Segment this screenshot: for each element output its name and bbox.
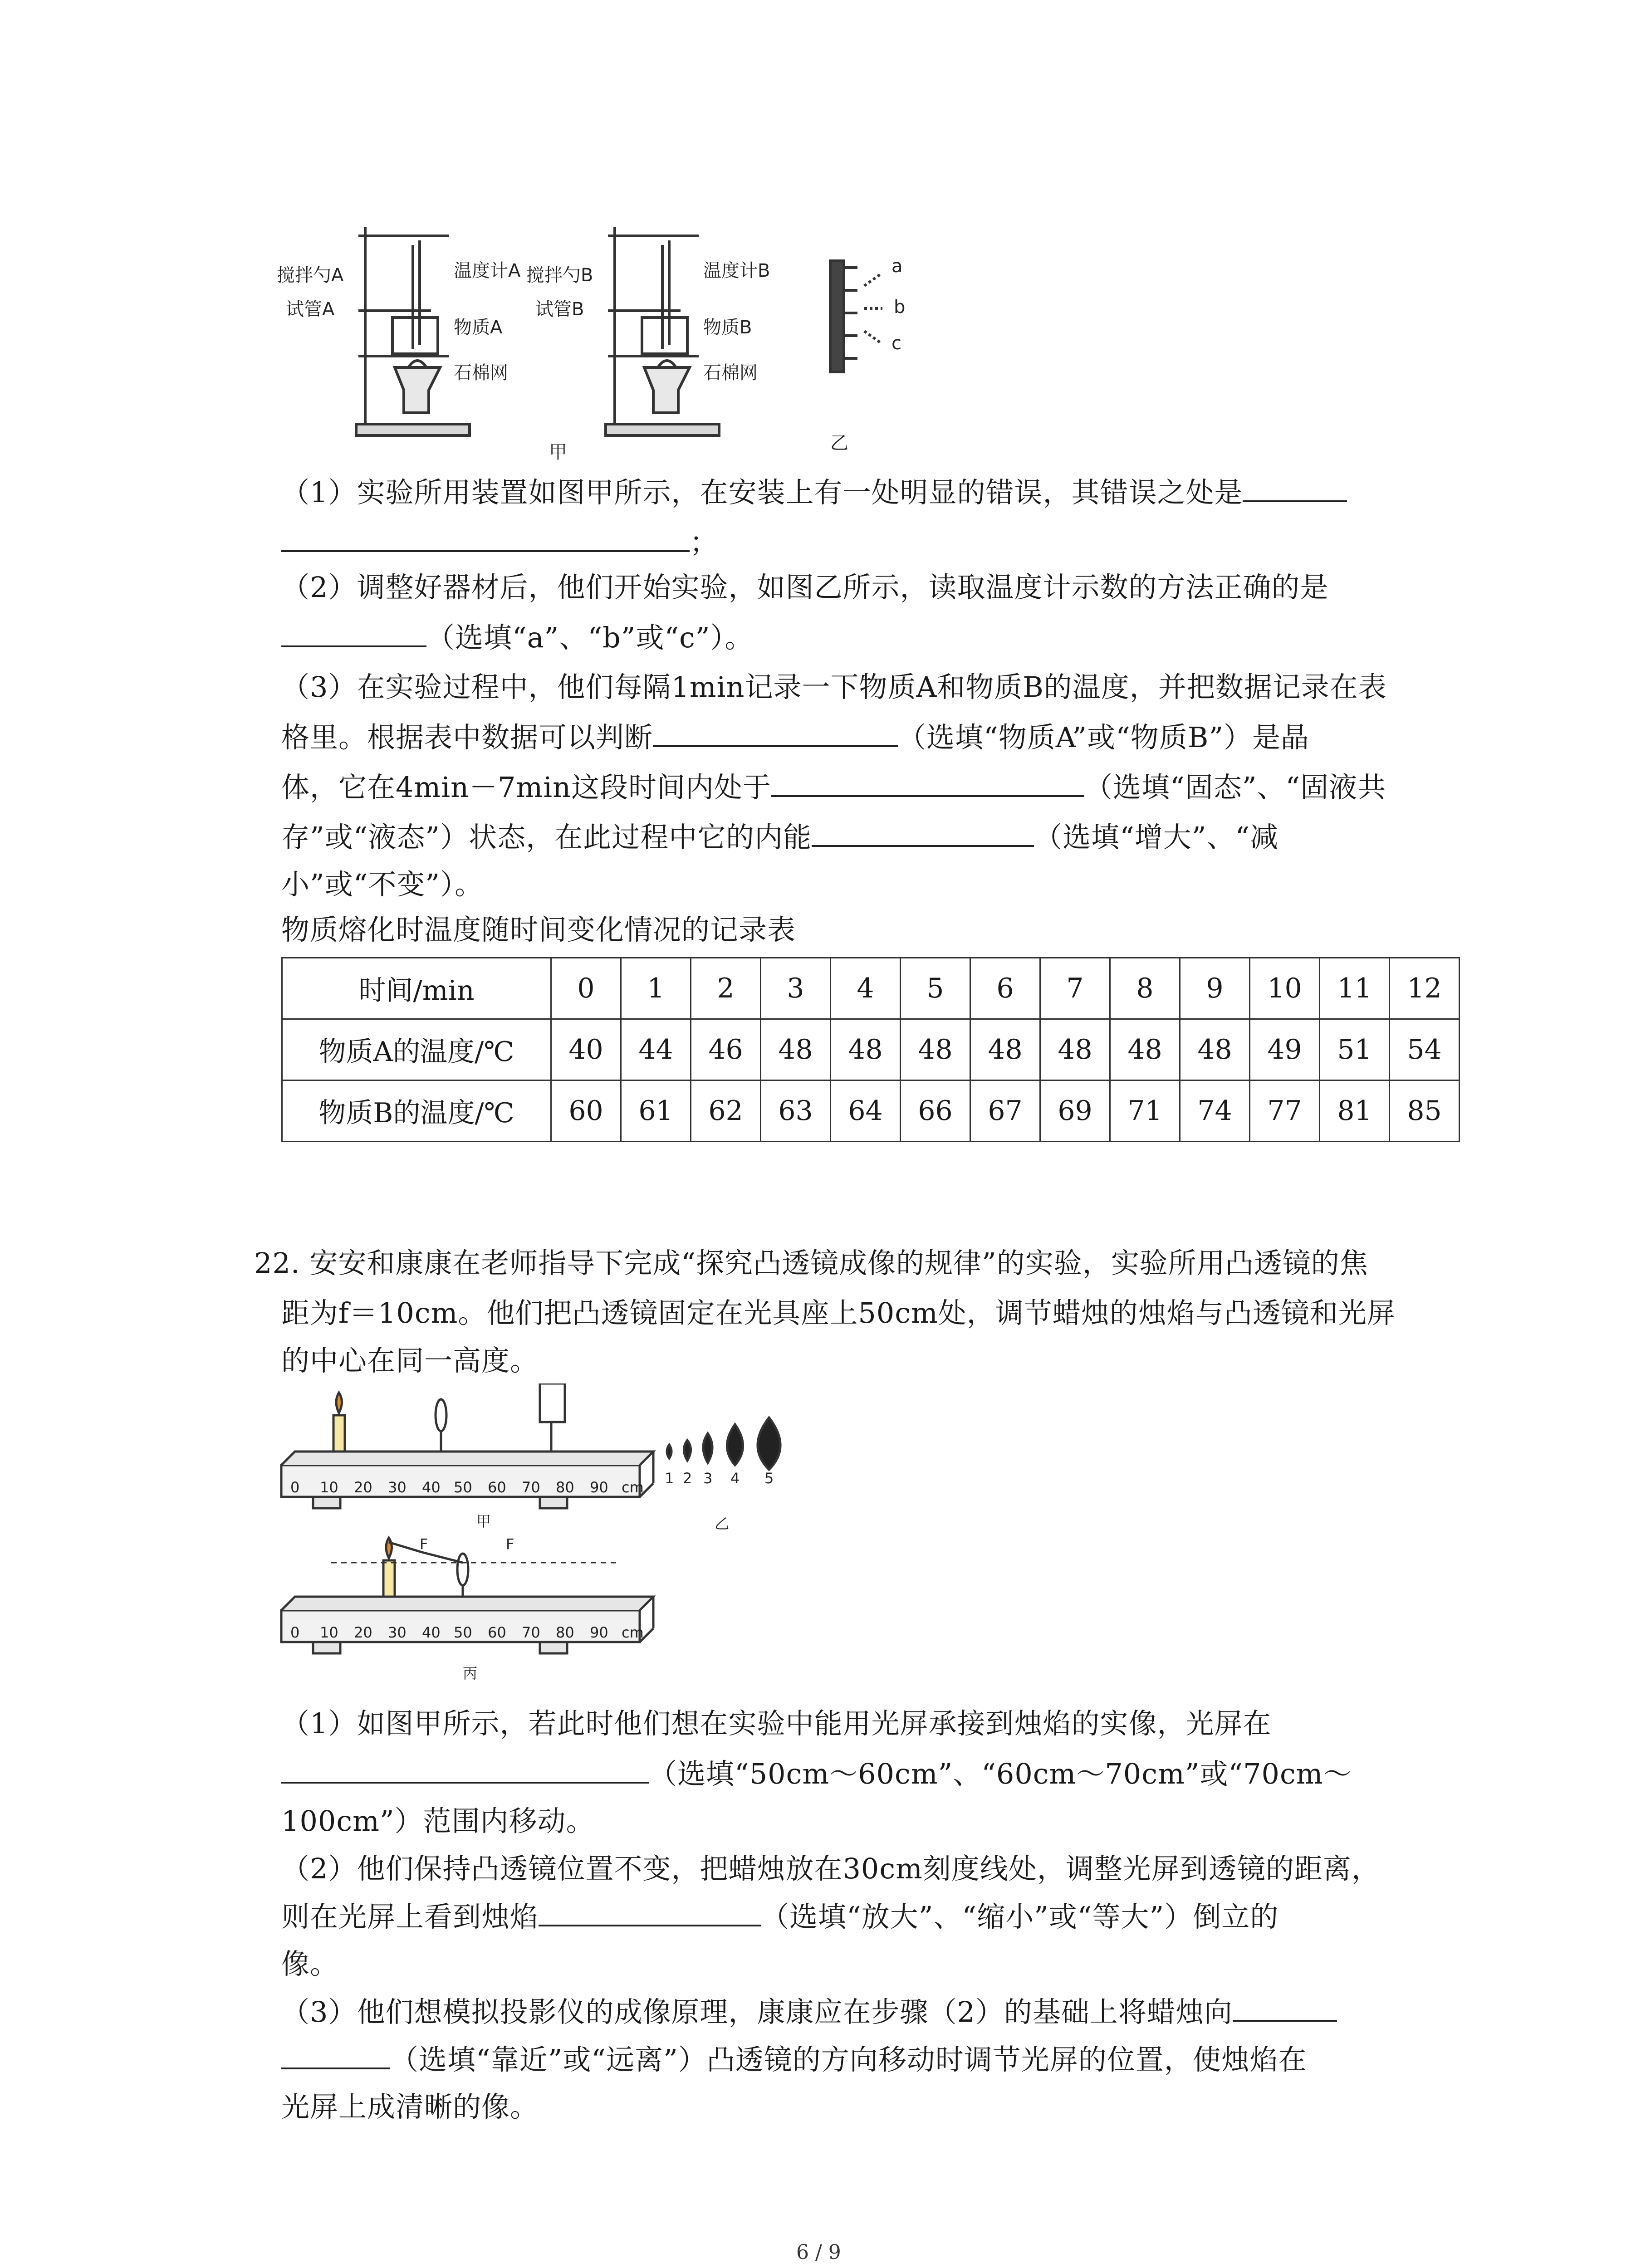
table-cell: 81 xyxy=(1320,1080,1390,1142)
q22-part2-line3: 像。 xyxy=(281,1947,339,1980)
table-cell: 4 xyxy=(831,958,901,1019)
answer-blank-q22-3[interactable] xyxy=(1233,1994,1337,2022)
q21-p2-choice: （选填“a”、“b”或“c”）。 xyxy=(426,621,754,654)
table-cell: 48 xyxy=(1110,1019,1180,1080)
table-cell: 6 xyxy=(970,958,1040,1019)
table-cell: 69 xyxy=(1040,1080,1110,1142)
answer-blank-q21-2[interactable] xyxy=(281,619,426,647)
table-cell: 51 xyxy=(1320,1019,1390,1080)
answer-blank-q21-1b[interactable] xyxy=(281,524,690,552)
answer-blank-q21-3b[interactable] xyxy=(771,769,1084,797)
label-tube-a: 试管A xyxy=(286,299,335,320)
flame-num-5: 5 xyxy=(764,1470,774,1487)
scale-unit: cm xyxy=(622,1479,644,1496)
focus-label-1: F xyxy=(420,1535,428,1553)
q22-p3-text-b: （选填“靠近”或“远离”）凸透镜的方向移动时调节光屏的位置，使烛焰在 xyxy=(390,2043,1307,2076)
thermo-mark-c: c xyxy=(892,333,901,354)
table-cell: 48 xyxy=(761,1019,831,1080)
scale-tick-80-b: 80 xyxy=(556,1624,574,1641)
scale-tick-90: 90 xyxy=(590,1479,608,1496)
q21-part3-line1: （3）在实验过程中，他们每隔1min记录一下物质A和物质B的温度，并把数据记录在表 xyxy=(281,670,1387,704)
table-cell: 48 xyxy=(1040,1019,1110,1080)
scale-tick-0-b: 0 xyxy=(290,1624,300,1641)
table-cell: 48 xyxy=(901,1019,970,1080)
q22-p3-text-a: （3）他们想模拟投影仪的成像原理，康康应在步骤（2）的基础上将蜡烛向 xyxy=(281,1995,1233,2028)
table-header-substance-b: 物质B的温度/℃ xyxy=(282,1080,551,1142)
caption-jia-2: 甲 xyxy=(476,1513,491,1530)
q21-p3-text-b1: 格里。根据表中数据可以判断 xyxy=(281,721,653,754)
table-cell: 54 xyxy=(1390,1019,1460,1080)
scale-tick-70: 70 xyxy=(522,1479,540,1496)
table-row-time xyxy=(282,958,1460,1019)
q22-part3-line1 xyxy=(281,1994,1337,2030)
table-cell: 48 xyxy=(970,1019,1040,1080)
caption-yi-2: 乙 xyxy=(715,1515,730,1532)
q21-part2-line2 xyxy=(281,619,754,656)
table-cell: 2 xyxy=(691,958,761,1019)
page-number: 6 / 9 xyxy=(796,2241,841,2264)
table-cell: 40 xyxy=(551,1019,621,1080)
flame-num-3: 3 xyxy=(703,1470,713,1487)
answer-blank-q22-1[interactable] xyxy=(281,1755,649,1784)
scale-tick-30: 30 xyxy=(388,1479,407,1496)
answer-blank-q21-3a[interactable] xyxy=(653,719,898,747)
q21-p3-text-d1: 存”或“液态”）状态，在此过程中它的内能 xyxy=(281,821,812,854)
table-cell: 11 xyxy=(1320,958,1390,1019)
table-cell: 48 xyxy=(831,1019,901,1080)
scale-unit-b: cm xyxy=(622,1624,644,1641)
q22-intro-line1: 22. 安安和康康在老师指导下完成“探究凸透镜成像的规律”的实验，实验所用凸透镜的焦 xyxy=(254,1246,1368,1280)
table-cell: 74 xyxy=(1180,1080,1250,1142)
q21-part1-line1 xyxy=(281,474,1347,511)
answer-blank-q21-1[interactable] xyxy=(1243,474,1347,502)
table-cell: 3 xyxy=(761,958,831,1019)
q22-part1-line2 xyxy=(281,1755,1352,1792)
table-header-substance-a: 物质A的温度/℃ xyxy=(282,1019,551,1080)
q22-part1-line1: （1）如图甲所示，若此时他们想在实验中能用光屏承接到烛焰的实像，光屏在 xyxy=(281,1707,1272,1740)
table-cell: 60 xyxy=(551,1080,621,1142)
label-gauze-b: 石棉网 xyxy=(703,362,758,383)
table-cell: 0 xyxy=(551,958,621,1019)
q22-p2-text-b1: 则在光屏上看到烛焰 xyxy=(281,1900,539,1933)
table-cell: 48 xyxy=(1180,1019,1250,1080)
table-cell: 71 xyxy=(1110,1080,1180,1142)
label-tube-b: 试管B xyxy=(535,299,584,320)
q21-p1-text: （1）实验所用装置如图甲所示，在安装上有一处明显的错误，其错误之处是 xyxy=(281,476,1243,509)
q22-part3-line3: 光屏上成清晰的像。 xyxy=(281,2090,539,2123)
scale-tick-70-b: 70 xyxy=(522,1624,540,1641)
table-cell: 7 xyxy=(1040,958,1110,1019)
table-cell: 8 xyxy=(1110,958,1180,1019)
scale-tick-90-b: 90 xyxy=(590,1624,608,1641)
table-cell: 61 xyxy=(621,1080,691,1142)
q21-part3-line4 xyxy=(281,819,1279,855)
q21-part2-line1: （2）调整好器材后，他们开始实验，如图乙所示，读取温度计示数的方法正确的是 xyxy=(281,571,1329,604)
scale-tick-50: 50 xyxy=(454,1479,472,1496)
scale-tick-60-b: 60 xyxy=(488,1624,506,1641)
table-cell: 9 xyxy=(1180,958,1250,1019)
scale-tick-10-b: 10 xyxy=(320,1624,338,1641)
q21-part1-line2 xyxy=(281,524,718,561)
q21-p3-text-c1: 体，它在4min－7min这段时间内处于 xyxy=(281,771,771,804)
scale-tick-50-b: 50 xyxy=(454,1624,472,1641)
label-substance-a: 物质A xyxy=(454,317,503,338)
q21-p3-text-d2: （选填“增大”、“减 xyxy=(1034,821,1279,854)
caption-bing: 丙 xyxy=(463,1665,478,1682)
table-cell: 44 xyxy=(621,1019,691,1080)
table-cell: 62 xyxy=(691,1080,761,1142)
table-cell: 64 xyxy=(831,1080,901,1142)
caption-yi-1: 乙 xyxy=(830,433,848,454)
flame-num-4: 4 xyxy=(730,1470,740,1487)
table-cell: 5 xyxy=(901,958,970,1019)
answer-blank-q21-3c[interactable] xyxy=(812,819,1034,847)
scale-tick-0: 0 xyxy=(290,1479,300,1496)
flame-num-1: 1 xyxy=(665,1470,674,1487)
q22-p2-text-b2: （选填“放大”、“缩小”或“等大”）倒立的 xyxy=(761,1900,1279,1933)
table-cell: 77 xyxy=(1250,1080,1320,1142)
q21-p3-text-b2: （选填“物质A”或“物质B”）是晶 xyxy=(898,721,1310,754)
table-cell: 67 xyxy=(970,1080,1040,1142)
scale-tick-20-b: 20 xyxy=(354,1624,372,1641)
figure-melting-setup xyxy=(272,218,953,472)
label-stir-b: 搅拌勺B xyxy=(526,265,593,286)
table-row-substance-b xyxy=(282,1080,1460,1142)
q22-part3-line2 xyxy=(281,2041,1307,2078)
q21-part3-line5: 小”或“不变”）。 xyxy=(281,868,484,901)
label-gauze-a: 石棉网 xyxy=(454,362,508,383)
table-cell: 1 xyxy=(621,958,691,1019)
thermo-mark-b: b xyxy=(894,297,906,318)
focus-label-2: F xyxy=(506,1535,514,1553)
table-cell: 10 xyxy=(1250,958,1320,1019)
q22-p1-choice: （选填“50cm～60cm”、“60cm～70cm”或“70cm～ xyxy=(649,1757,1352,1790)
answer-blank-q22-3b[interactable] xyxy=(281,2041,390,2069)
table-cell: 85 xyxy=(1390,1080,1460,1142)
table-cell: 66 xyxy=(901,1080,970,1142)
q22-intro-line2: 距为f＝10cm。他们把凸透镜固定在光具座上50cm处，调节蜡烛的烛焰与凸透镜和光屏 xyxy=(281,1296,1396,1330)
table-cell: 46 xyxy=(691,1019,761,1080)
scale-tick-30-b: 30 xyxy=(388,1624,407,1641)
figure-optical-bench xyxy=(272,1383,862,1710)
label-stir-a: 搅拌勺A xyxy=(277,265,344,286)
scale-tick-80: 80 xyxy=(556,1479,574,1496)
label-substance-b: 物质B xyxy=(703,317,752,338)
table-title: 物质熔化时温度随时间变化情况的记录表 xyxy=(281,913,796,946)
table-cell: 12 xyxy=(1390,958,1460,1019)
table-header-time: 时间/min xyxy=(282,958,551,1019)
thermo-mark-a: a xyxy=(892,256,903,277)
table-cell: 49 xyxy=(1250,1019,1320,1080)
q22-intro-line3: 的中心在同一高度。 xyxy=(281,1344,539,1377)
scale-tick-40-b: 40 xyxy=(422,1624,441,1641)
caption-jia-1: 甲 xyxy=(549,442,567,463)
table-row-substance-a xyxy=(282,1019,1460,1080)
q22-part1-line3: 100cm”）范围内移动。 xyxy=(281,1804,595,1838)
q22-part2-line2 xyxy=(281,1898,1279,1935)
scale-tick-60: 60 xyxy=(488,1479,506,1496)
q22-part2-line1: （2）他们保持凸透镜位置不变，把蜡烛放在30cm刻度线处，调整光屏到透镜的距离， xyxy=(281,1852,1380,1885)
flame-num-2: 2 xyxy=(683,1470,692,1487)
scale-tick-40: 40 xyxy=(422,1479,441,1496)
melting-record-table xyxy=(281,957,1460,1142)
table-cell: 63 xyxy=(761,1080,831,1142)
scale-tick-20: 20 xyxy=(354,1479,372,1496)
q21-p1-end: ； xyxy=(690,526,719,559)
answer-blank-q22-2[interactable] xyxy=(539,1898,761,1926)
q21-part3-line3 xyxy=(281,769,1386,806)
scale-tick-10: 10 xyxy=(320,1479,338,1496)
label-thermo-b: 温度计B xyxy=(703,260,770,281)
q21-p3-text-c2: （选填“固态”、“固液共 xyxy=(1084,771,1386,804)
label-thermo-a: 温度计A xyxy=(454,260,521,281)
q21-part3-line2 xyxy=(281,719,1309,756)
